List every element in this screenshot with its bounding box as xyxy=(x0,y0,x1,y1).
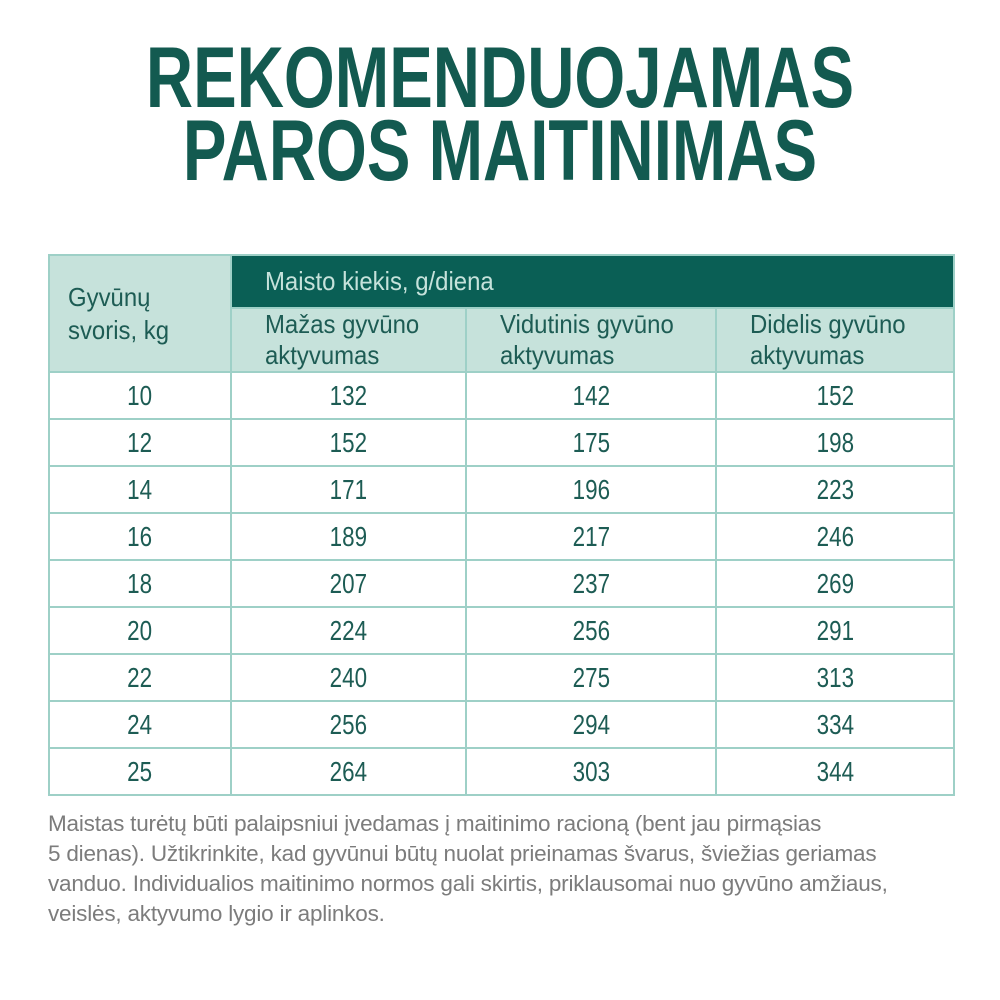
food-amount-group-header: Maisto kiekis, g/diena xyxy=(231,255,954,308)
value-cell-low: 240 xyxy=(231,654,466,701)
table-row xyxy=(49,513,954,560)
weight-header-line-2: svoris, kg xyxy=(68,314,170,345)
weight-cell: 25 xyxy=(49,748,231,795)
value-cell-high: 246 xyxy=(716,513,954,560)
value-cell-high: 291 xyxy=(716,607,954,654)
value-cell-low: 224 xyxy=(231,607,466,654)
value-cell-low: 171 xyxy=(231,466,466,513)
table-row xyxy=(49,654,954,701)
value-cell-low: 132 xyxy=(231,372,466,419)
value-cell-medium: 217 xyxy=(466,513,716,560)
value-cell-high: 344 xyxy=(716,748,954,795)
value-cell-high: 223 xyxy=(716,466,954,513)
value-cell-low: 256 xyxy=(231,701,466,748)
page-title xyxy=(0,30,1000,199)
value-cell-medium: 196 xyxy=(466,466,716,513)
note-line-4: veislės, aktyvumo lygio ir aplinkos. xyxy=(48,901,385,926)
column-header-medium-activity: Vidutinis gyvūno aktyvumas xyxy=(466,308,716,372)
table-row xyxy=(49,466,954,513)
value-cell-high: 313 xyxy=(716,654,954,701)
table-row xyxy=(49,701,954,748)
value-cell-low: 264 xyxy=(231,748,466,795)
weight-cell: 10 xyxy=(49,372,231,419)
table-header-row-group xyxy=(49,255,954,308)
weight-header-line-1: Gyvūnų xyxy=(68,281,151,312)
value-cell-medium: 256 xyxy=(466,607,716,654)
table-row xyxy=(49,560,954,607)
feeding-note xyxy=(48,809,956,929)
value-cell-high: 334 xyxy=(716,701,954,748)
page-title-line-2: PAROS MAITINIMAS xyxy=(182,103,818,199)
weight-cell: 16 xyxy=(49,513,231,560)
note-line-1: Maistas turėtų būti palaipsniui įvedamas į maitinimo racioną (bent jau pirmąsias xyxy=(48,811,822,836)
weight-cell: 12 xyxy=(49,419,231,466)
column-header-high-activity: Didelis gyvūno aktyvumas xyxy=(716,308,954,372)
weight-column-header xyxy=(49,255,231,372)
value-cell-low: 207 xyxy=(231,560,466,607)
table-row xyxy=(49,419,954,466)
value-cell-medium: 294 xyxy=(466,701,716,748)
table-row xyxy=(49,372,954,419)
value-cell-medium: 175 xyxy=(466,419,716,466)
table-row xyxy=(49,607,954,654)
note-line-3: vanduo. Individualios maitinimo normos gali skirtis, priklausomai nuo gyvūno amžiaus, xyxy=(48,871,888,896)
note-line-2: 5 dienas). Užtikrinkite, kad gyvūnui būtų nuolat prieinamas švarus, šviežias geriamas xyxy=(48,841,877,866)
value-cell-high: 152 xyxy=(716,372,954,419)
column-header-low-activity: Mažas gyvūno aktyvumas xyxy=(231,308,466,372)
value-cell-low: 189 xyxy=(231,513,466,560)
value-cell-medium: 275 xyxy=(466,654,716,701)
value-cell-medium: 303 xyxy=(466,748,716,795)
value-cell-high: 269 xyxy=(716,560,954,607)
value-cell-medium: 142 xyxy=(466,372,716,419)
page-title-line-1: REKOMENDUOJAMAS xyxy=(145,30,855,126)
weight-cell: 18 xyxy=(49,560,231,607)
value-cell-medium: 237 xyxy=(466,560,716,607)
table-row xyxy=(49,748,954,795)
feeding-table xyxy=(48,254,955,796)
weight-cell: 20 xyxy=(49,607,231,654)
value-cell-high: 198 xyxy=(716,419,954,466)
value-cell-low: 152 xyxy=(231,419,466,466)
weight-cell: 14 xyxy=(49,466,231,513)
weight-cell: 24 xyxy=(49,701,231,748)
weight-cell: 22 xyxy=(49,654,231,701)
